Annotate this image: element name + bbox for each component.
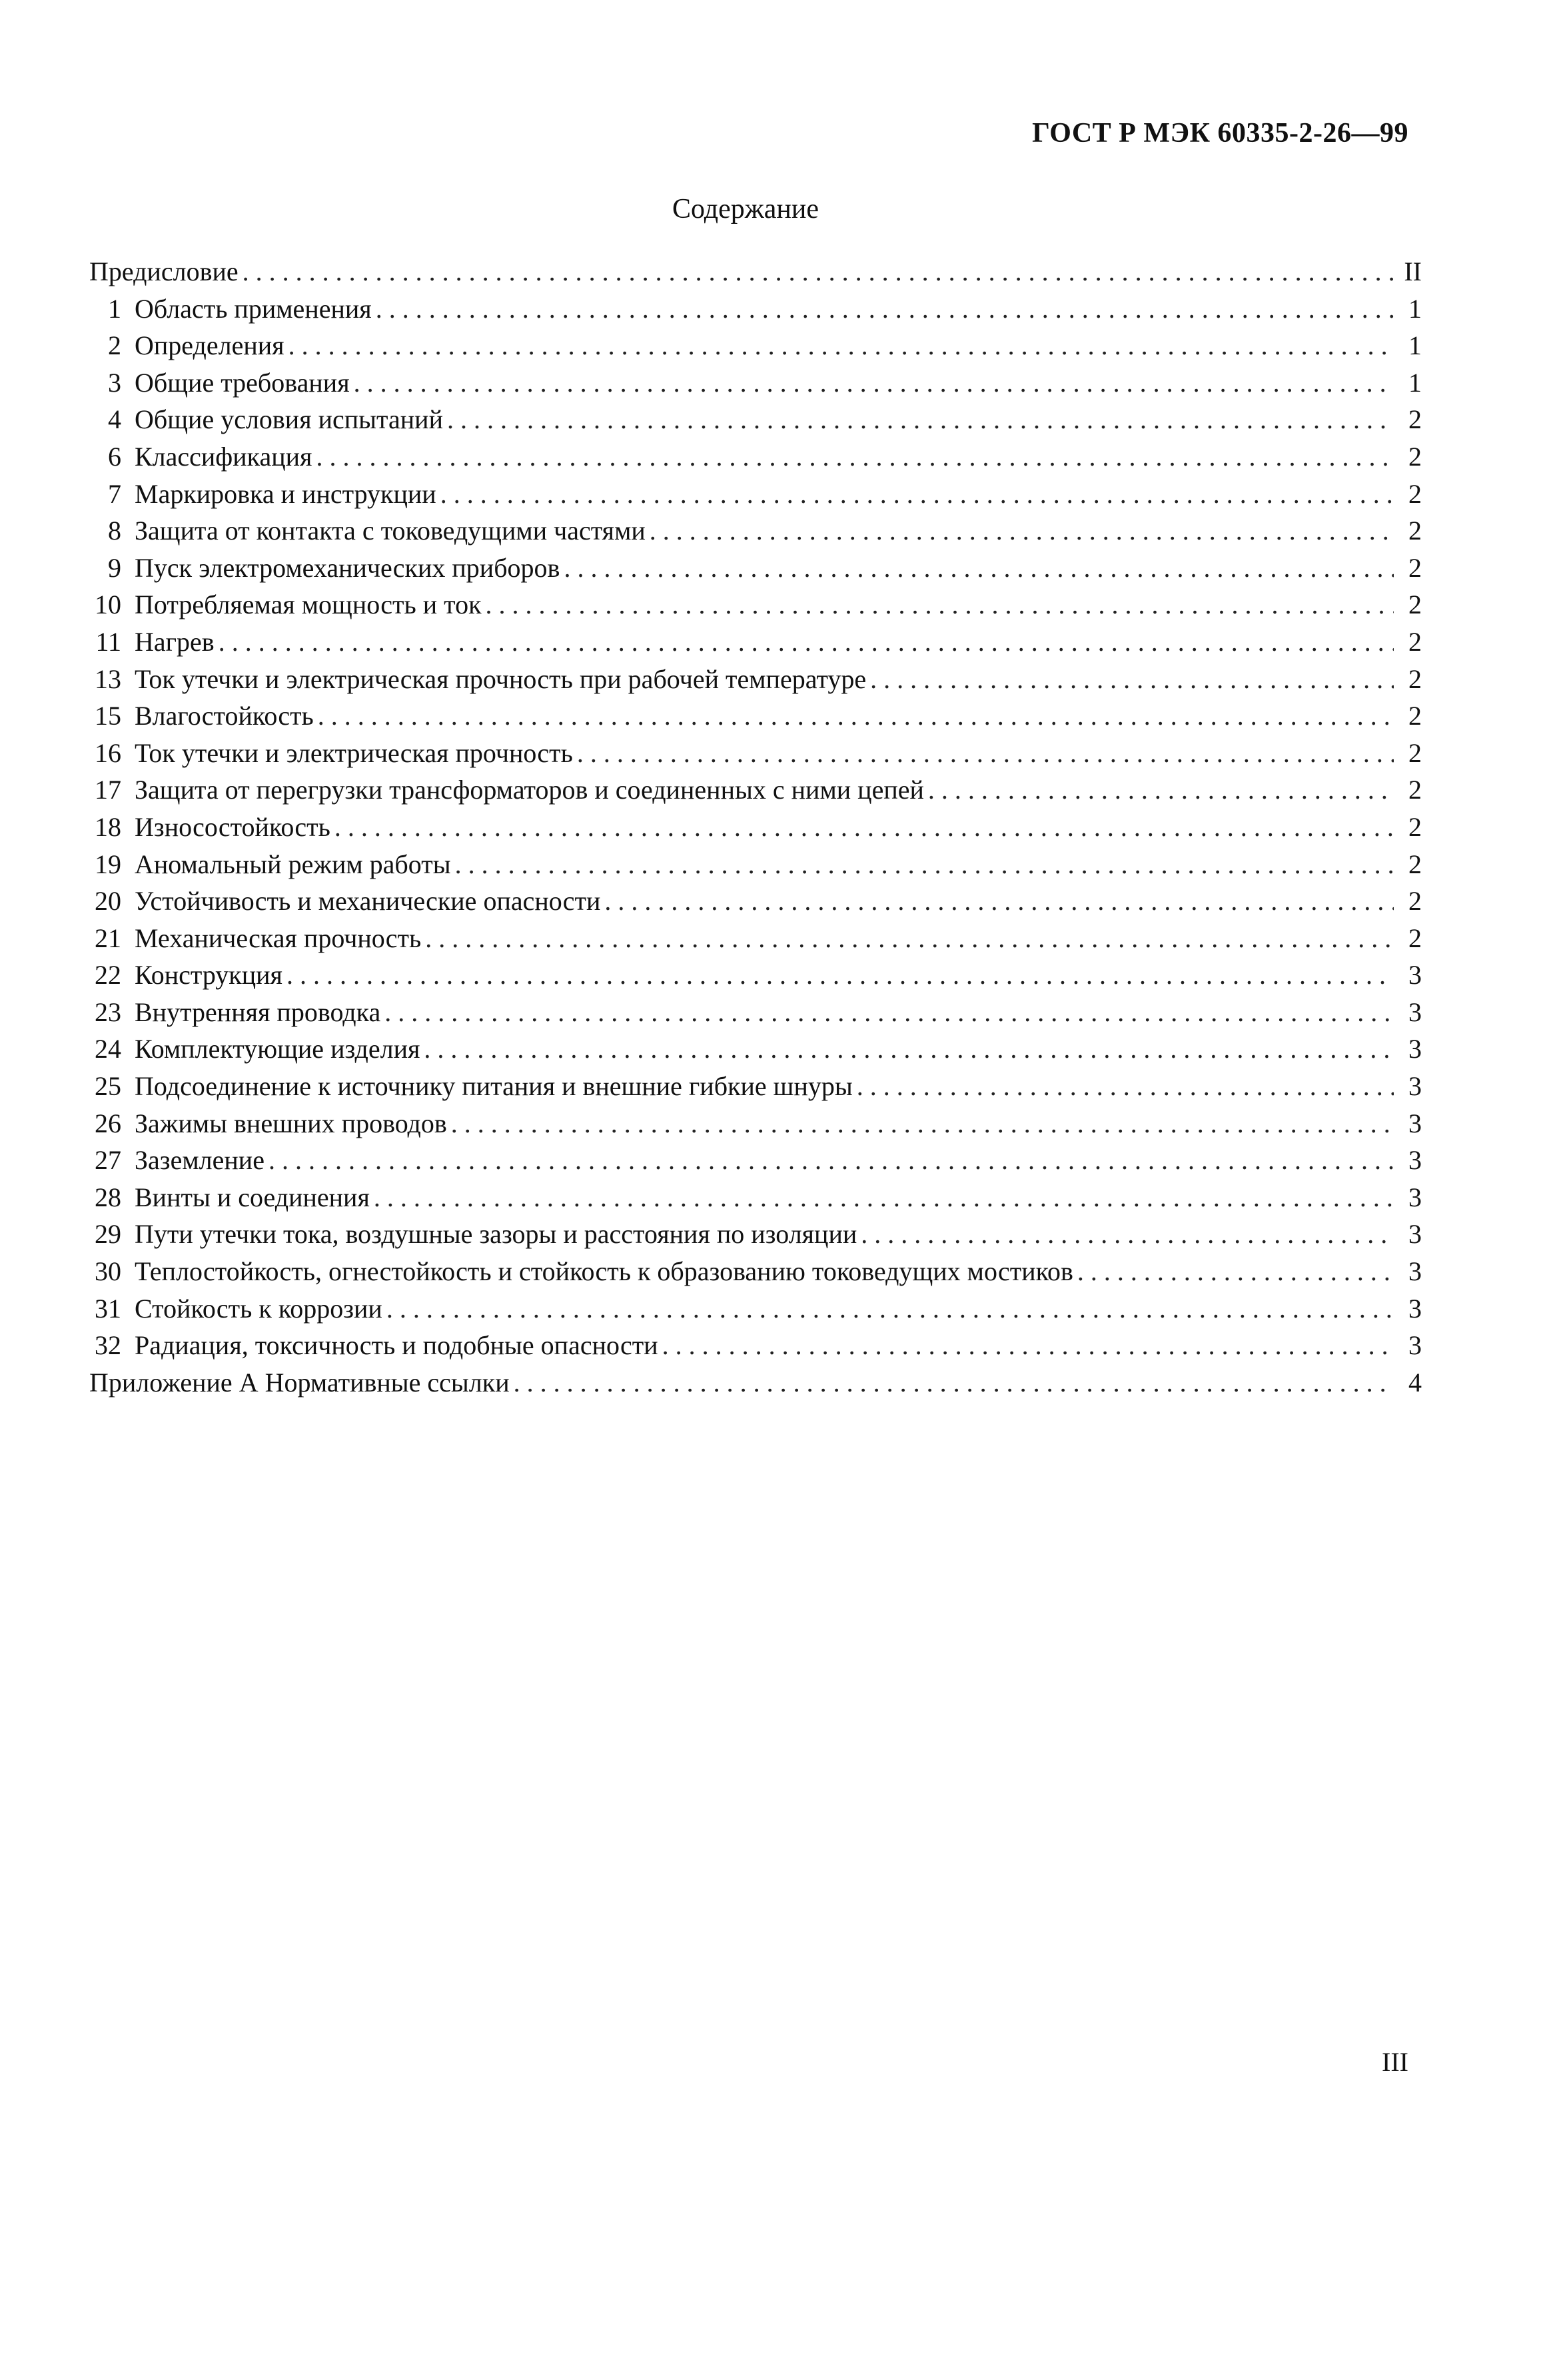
toc-entry-number: 20 [95, 886, 121, 917]
toc-entry-title: Общие условия испытаний [135, 404, 443, 435]
toc-entry[interactable] [89, 771, 1422, 809]
toc-dot-leader [354, 364, 1394, 402]
toc-entry-page: 3 [1408, 1256, 1422, 1287]
toc-dot-leader [386, 1290, 1394, 1328]
toc-dot-leader [857, 1068, 1394, 1105]
toc-dot-leader [334, 809, 1394, 846]
toc-entry-title: Конструкция [135, 960, 282, 991]
toc-entry-title: Пути утечки тока, воздушные зазоры и расстояния по изоляции [135, 1219, 857, 1250]
toc-entry-page: 2 [1408, 626, 1422, 657]
toc-dot-leader [318, 697, 1394, 735]
toc-entry-page: 2 [1408, 404, 1422, 435]
toc-entry-title: Защита от перегрузки трансформаторов и соединенных с ними цепей [135, 775, 924, 805]
toc-entry[interactable] [89, 957, 1422, 994]
toc-entry-title: Область применения [135, 293, 372, 324]
toc-entry-page: 2 [1408, 590, 1422, 620]
toc-entry[interactable] [89, 735, 1422, 772]
toc-entry-title: Защита от контакта с токоведущими частями [135, 516, 646, 546]
toc-entry[interactable] [89, 586, 1422, 623]
toc-entry-number: 26 [95, 1108, 121, 1138]
toc-entry[interactable] [89, 327, 1422, 364]
toc-entry-title: Теплостойкость, огнестойкость и стойкость к образованию токоведущих мостиков [135, 1256, 1073, 1287]
toc-entry-title: Определения [135, 330, 284, 361]
toc-dot-leader [286, 957, 1394, 994]
toc-entry-number: 30 [95, 1256, 121, 1287]
toc-dot-leader [219, 623, 1394, 661]
toc-entry-number: 1 [108, 293, 121, 324]
toc-entry-page: 1 [1408, 330, 1422, 361]
toc-entry-page: 3 [1408, 1108, 1422, 1138]
toc-entry-page: 2 [1408, 552, 1422, 583]
toc-entry-number: 13 [95, 663, 121, 694]
toc-entry[interactable] [89, 401, 1422, 438]
toc-dot-leader [650, 512, 1394, 550]
toc-entry-title: Зажимы внешних проводов [135, 1108, 447, 1138]
toc-entry-title: Влагостойкость [135, 701, 314, 731]
toc-entry-page: 2 [1408, 441, 1422, 472]
toc-entry[interactable] [89, 438, 1422, 476]
toc-entry-page: 3 [1408, 960, 1422, 991]
toc-dot-leader [861, 1216, 1394, 1253]
table-of-contents [89, 253, 1422, 1401]
toc-entry-page: 2 [1408, 516, 1422, 546]
toc-entry-page: 2 [1408, 663, 1422, 694]
toc-dot-leader [604, 883, 1394, 920]
toc-entry-title: Радиация, токсичность и подобные опасности [135, 1330, 658, 1361]
toc-entry[interactable] [89, 1179, 1422, 1216]
toc-entry-number: 25 [95, 1071, 121, 1102]
toc-entry-number: 18 [95, 811, 121, 842]
toc-dot-leader [451, 1105, 1394, 1142]
toc-entry-number: 23 [95, 996, 121, 1027]
toc-dot-leader [316, 438, 1394, 476]
toc-entry-title: Механическая прочность [135, 923, 422, 953]
toc-dot-leader [564, 550, 1394, 587]
toc-entry-number: 4 [108, 404, 121, 435]
toc-entry[interactable] [89, 1253, 1422, 1290]
toc-entry-page: 2 [1408, 775, 1422, 805]
toc-entry[interactable] [89, 1216, 1422, 1253]
toc-entry-number: 6 [108, 441, 121, 472]
toc-entry-page: 2 [1408, 849, 1422, 879]
toc-entry-title: Винты и соединения [135, 1182, 370, 1212]
toc-entry-title: Нагрев [135, 626, 215, 657]
toc-dot-leader [268, 1142, 1394, 1179]
toc-entry-page: 2 [1408, 701, 1422, 731]
toc-entry[interactable] [89, 1364, 1422, 1401]
toc-entry-number: 32 [95, 1330, 121, 1361]
toc-entry-number: 9 [108, 552, 121, 583]
toc-entry-title: Стойкость к коррозии [135, 1293, 382, 1324]
toc-entry[interactable] [89, 1290, 1422, 1328]
toc-dot-leader [514, 1364, 1394, 1401]
toc-entry-title: Износостойкость [135, 811, 330, 842]
toc-entry-page: 4 [1408, 1367, 1422, 1397]
document-code: ГОСТ Р МЭК 60335-2-26—99 [1032, 118, 1408, 149]
toc-entry[interactable] [89, 290, 1422, 328]
toc-entry-page: 3 [1408, 1071, 1422, 1102]
toc-entry[interactable] [89, 623, 1422, 661]
toc-entry-title: Комплектующие изделия [135, 1034, 420, 1064]
toc-entry-title: Заземление [135, 1145, 264, 1176]
toc-entry-title: Аномальный режим работы [135, 849, 451, 879]
toc-entry-number: 10 [95, 590, 121, 620]
toc-entry-page: 2 [1408, 811, 1422, 842]
toc-dot-leader [425, 920, 1394, 957]
toc-entry[interactable] [89, 697, 1422, 735]
toc-title: Содержание [672, 194, 819, 224]
toc-entry-number: 15 [95, 701, 121, 731]
toc-entry[interactable] [89, 1327, 1422, 1364]
toc-entry-page: 1 [1408, 367, 1422, 398]
toc-dot-leader [870, 661, 1394, 698]
toc-dot-leader [376, 290, 1394, 328]
toc-entry-title: Общие требования [135, 367, 350, 398]
toc-entry[interactable] [89, 994, 1422, 1031]
toc-entry-title: Устойчивость и механические опасности [135, 886, 601, 917]
toc-entry-page: 2 [1408, 886, 1422, 917]
toc-entry-page: 3 [1408, 996, 1422, 1027]
toc-entry[interactable] [89, 512, 1422, 550]
toc-entry[interactable] [89, 253, 1422, 290]
toc-dot-leader [440, 476, 1394, 513]
toc-entry-number: 17 [95, 775, 121, 805]
toc-entry[interactable] [89, 1068, 1422, 1105]
toc-dot-leader [662, 1327, 1394, 1364]
toc-entry-page: II [1404, 256, 1422, 286]
toc-entry-number: 21 [95, 923, 121, 953]
toc-entry[interactable] [89, 883, 1422, 920]
toc-entry-number: 16 [95, 737, 121, 768]
toc-entry-number: 19 [95, 849, 121, 879]
toc-dot-leader [455, 846, 1394, 883]
toc-entry-title: Пуск электромеханических приборов [135, 552, 560, 583]
toc-entry-title: Внутренняя проводка [135, 996, 381, 1027]
toc-entry[interactable] [89, 364, 1422, 402]
page-number: III [1382, 2047, 1408, 2077]
toc-entry[interactable] [89, 550, 1422, 587]
toc-entry[interactable] [89, 920, 1422, 957]
toc-entry-title: Подсоединение к источнику питания и внешние гибкие шнуры [135, 1071, 853, 1102]
toc-dot-leader [374, 1179, 1394, 1216]
toc-entry-page: 3 [1408, 1034, 1422, 1064]
toc-entry-title: Маркировка и инструкции [135, 478, 436, 509]
toc-entry-number: 28 [95, 1182, 121, 1212]
toc-entry-page: 3 [1408, 1330, 1422, 1361]
toc-entry[interactable] [89, 1142, 1422, 1179]
toc-entry-number: 7 [108, 478, 121, 509]
toc-entry-number: 29 [95, 1219, 121, 1250]
toc-dot-leader [486, 586, 1394, 623]
toc-entry[interactable] [89, 1105, 1422, 1142]
toc-entry-title: Предисловие [89, 256, 239, 286]
toc-dot-leader [1077, 1253, 1394, 1290]
toc-entry-number: 11 [95, 626, 121, 657]
toc-entry-title: Классификация [135, 441, 312, 472]
toc-entry-page: 3 [1408, 1293, 1422, 1324]
toc-dot-leader [447, 401, 1394, 438]
toc-entry-title: Потребляемая мощность и ток [135, 590, 482, 620]
toc-dot-leader [384, 994, 1394, 1031]
toc-entry-page: 1 [1408, 293, 1422, 324]
toc-entry-title: Приложение А Нормативные ссылки [89, 1367, 510, 1397]
toc-entry-number: 22 [95, 960, 121, 991]
toc-entry[interactable] [89, 1030, 1422, 1068]
toc-entry-page: 3 [1408, 1219, 1422, 1250]
toc-entry[interactable] [89, 661, 1422, 698]
toc-entry-title: Ток утечки и электрическая прочность [135, 737, 573, 768]
toc-entry-page: 3 [1408, 1182, 1422, 1212]
toc-entry-number: 8 [108, 516, 121, 546]
toc-entry-number: 27 [95, 1145, 121, 1176]
toc-dot-leader [424, 1030, 1394, 1068]
toc-entry-title: Ток утечки и электрическая прочность при рабочей температуре [135, 663, 867, 694]
toc-entry-number: 2 [108, 330, 121, 361]
toc-entry[interactable] [89, 809, 1422, 846]
toc-entry[interactable] [89, 846, 1422, 883]
toc-entry-page: 2 [1408, 478, 1422, 509]
toc-entry-number: 3 [108, 367, 121, 398]
toc-dot-leader [288, 327, 1394, 364]
toc-entry-page: 2 [1408, 737, 1422, 768]
toc-dot-leader [928, 771, 1394, 809]
toc-entry-page: 2 [1408, 923, 1422, 953]
toc-entry[interactable] [89, 476, 1422, 513]
toc-entry-page: 3 [1408, 1145, 1422, 1176]
toc-entry-number: 24 [95, 1034, 121, 1064]
toc-dot-leader [243, 253, 1394, 290]
toc-entry-number: 31 [95, 1293, 121, 1324]
toc-dot-leader [577, 735, 1394, 772]
